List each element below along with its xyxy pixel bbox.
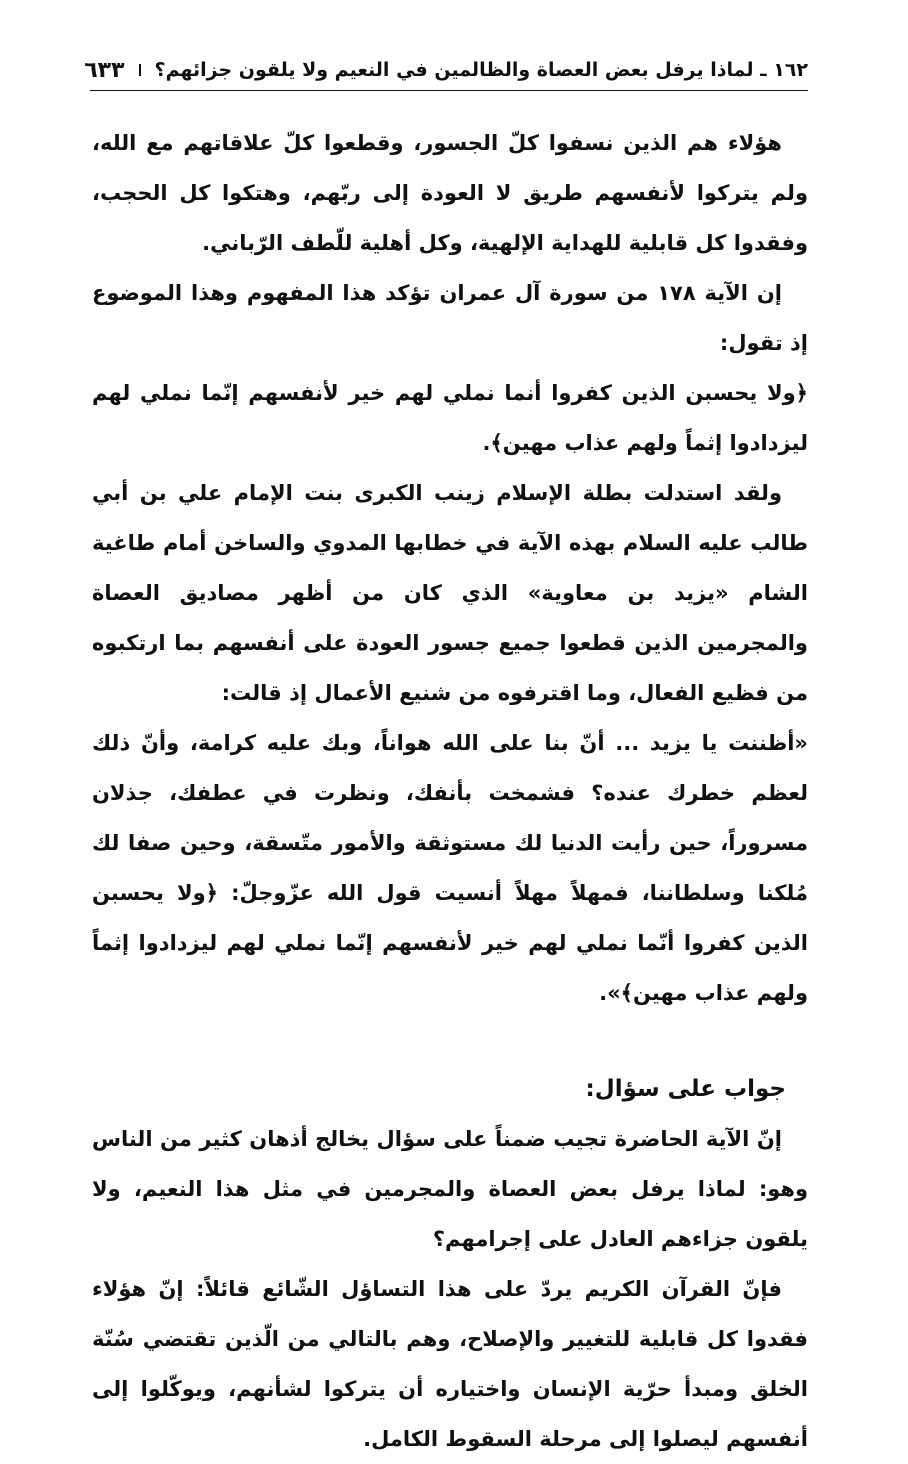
paragraph-4: ولقد استدلت بطلة الإسلام زينب الكبرى بنت الإمام علي بن أبي طالب عليه السلام بهذه الآية في خطابها المدوي والساخن أمام طاغية الشام «يزيد بن معاوية» الذي كان من أظهر مصاديق العصاة والمجرمين الذين قطعوا جميع جسور العودة على أنفسهم بما ارتكبوه من فظيع الفعال، وما اقترفوه من شنيع الأعمال إذ قالت:	[92, 481, 808, 705]
paragraph-6: إنّ الآية الحاضرة تجيب ضمناً على سؤال يخالج أذهان كثير من الناس وهو: لماذا يرفل بعض العصاة والمجرمين في مثل هذا النعيم، ولا يلقون جزاءهم العادل على إجرامهم؟	[92, 1127, 808, 1251]
running-header	[84, 50, 808, 91]
section-heading: جواب على سؤال:	[585, 1076, 786, 1102]
square-ornament-icon	[139, 64, 141, 76]
paragraph-7: فإنّ القرآن الكريم يردّ على هذا التساؤل الشّائع قائلاً: إنّ هؤلاء فقدوا كل قابلية للتغيير والإصلاح، وهم بالتالي من الّذين تقتضي سُنّة الخلق ومبدأ حرّية الإنسان واختياره أن يتركوا لشأنهم، ويوكّلوا إلى أنفسهم ليصلوا إلى مرحلة السقوط الكامل.	[92, 1277, 808, 1451]
quran-verse-quote: ﴿ولا يحسبن الذين كفروا أنما نملي لهم خير لأنفسهم إنّما نملي لهم ليزدادوا إثماً ولهم عذاب مهين﴾.	[92, 381, 808, 455]
paragraph-2: إن الآية ١٧٨ من سورة آل عمران تؤكد هذا المفهوم وهذا الموضوع إذ تقول:	[92, 281, 808, 355]
sermon-quote: «أظننت يا يزيد ... أنّ بنا على الله هواناً، وبك عليه كرامة، وأنّ ذلك لعظم خطرك عنده؟ فشمخت بأنفك، ونظرت في عطفك، جذلان مسروراً، حين رأيت الدنيا لك مستوثقة والأمور متّسقة، وحين صفا لك مُلكنا وسلطاننا، فمهلاً مهلاً أنسيت قول الله عزّوجلّ: ﴿ولا يحسبن الذين كفروا أنّما نملي لهم خير لأنفسهم إنّما نملي لهم ليزدادوا إثماً ولهم عذاب مهين﴾».	[92, 731, 808, 1005]
header-title: ١٦٢ ـ لماذا يرفل بعض العصاة والظالمين في النعيم ولا يلقون جزائهم؟	[154, 59, 808, 81]
paragraph-1: هؤلاء هم الذين نسفوا كلّ الجسور، وقطعوا كلّ علاقاتهم مع الله، ولم يتركوا لأنفسهم طريق لا العودة إلى ربّهم، وهتكوا كل الحجب، وفقدوا كل قابلية للهداية الإلهية، وكل أهلية للّطف الرّباني.	[92, 131, 808, 255]
main-text	[92, 118, 808, 1464]
page-number: ٦٣٣	[84, 57, 125, 83]
